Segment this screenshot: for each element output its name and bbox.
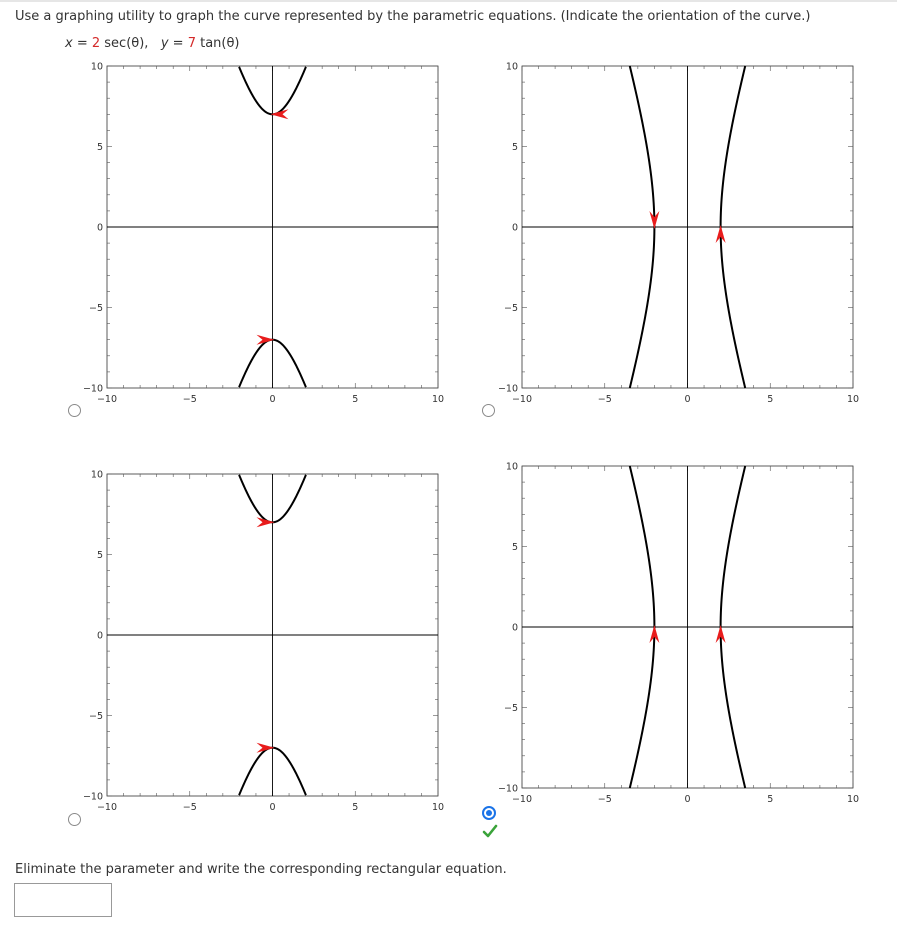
rectangular-equation-input[interactable] [14, 883, 112, 917]
y-tick-label: 0 [511, 222, 518, 234]
x-tick-label: 10 [431, 394, 445, 405]
option-c-radio[interactable] [68, 813, 81, 826]
plot-d [497, 458, 860, 805]
x-tick-label: 10 [431, 802, 445, 813]
x-tick-label: 0 [269, 394, 276, 405]
y-tick-label: 5 [511, 142, 518, 153]
x-tick-label: 5 [352, 802, 359, 813]
plot-a [82, 58, 445, 405]
y-tick-label: 10 [90, 61, 103, 73]
x-tick-label: −5 [182, 802, 197, 813]
option-a-graph [82, 58, 445, 407]
eq-x-coef: 2 [91, 36, 101, 51]
y-tick-label: 0 [511, 622, 518, 634]
y-tick-label: 10 [505, 461, 518, 473]
plot-c [82, 466, 445, 813]
x-tick-label: 5 [767, 394, 774, 405]
option-b-radio[interactable] [482, 404, 495, 417]
x-tick-label: −10 [96, 394, 118, 405]
eq-y-func: tan(θ) [195, 36, 240, 51]
y-tick-label: −5 [503, 703, 518, 714]
y-tick-label: 0 [96, 630, 103, 642]
y-tick-label: 10 [505, 61, 518, 73]
eq-x-prefix: x = [65, 36, 92, 51]
x-tick-label: −5 [597, 394, 612, 405]
x-tick-label: −5 [182, 394, 197, 405]
y-tick-label: −5 [88, 711, 103, 722]
y-tick-label: −5 [503, 303, 518, 314]
eq-y-coef: 7 [187, 36, 196, 51]
check-icon [482, 824, 498, 838]
x-tick-label: 10 [846, 794, 860, 805]
eliminate-prompt: Eliminate the parameter and write the corresponding rectangular equation. [15, 862, 507, 877]
x-tick-label: −10 [96, 802, 118, 813]
y-tick-label: 5 [96, 550, 103, 561]
plot-b [497, 58, 860, 405]
y-tick-label: −10 [497, 383, 518, 395]
x-tick-label: 5 [767, 794, 774, 805]
option-d-radio[interactable] [482, 806, 496, 820]
x-tick-label: 10 [846, 394, 860, 405]
x-tick-label: 0 [684, 794, 691, 805]
y-tick-label: 5 [96, 142, 103, 153]
option-c-graph [82, 466, 445, 815]
x-tick-label: 0 [684, 394, 691, 405]
y-tick-label: −10 [497, 783, 518, 795]
y-tick-label: 5 [511, 542, 518, 553]
option-a-radio[interactable] [68, 404, 81, 417]
x-tick-label: 5 [352, 394, 359, 405]
eq-x-func: sec(θ), [100, 36, 149, 51]
x-tick-label: 0 [269, 802, 276, 813]
x-tick-label: −10 [511, 394, 533, 405]
y-tick-label: 0 [96, 222, 103, 234]
option-d-graph [497, 458, 860, 807]
y-tick-label: −5 [88, 303, 103, 314]
x-tick-label: −5 [597, 794, 612, 805]
y-tick-label: −10 [82, 383, 103, 395]
option-b-graph [497, 58, 860, 407]
x-tick-label: −10 [511, 794, 533, 805]
y-tick-label: −10 [82, 791, 103, 803]
y-tick-label: 10 [90, 469, 103, 481]
top-divider [0, 0, 897, 2]
parametric-equations [65, 36, 240, 51]
question-text: Use a graphing utility to graph the curve represented by the parametric equations. (Indicate the orientation of the curve.) [15, 9, 811, 24]
eq-y-prefix: y = [160, 36, 188, 51]
